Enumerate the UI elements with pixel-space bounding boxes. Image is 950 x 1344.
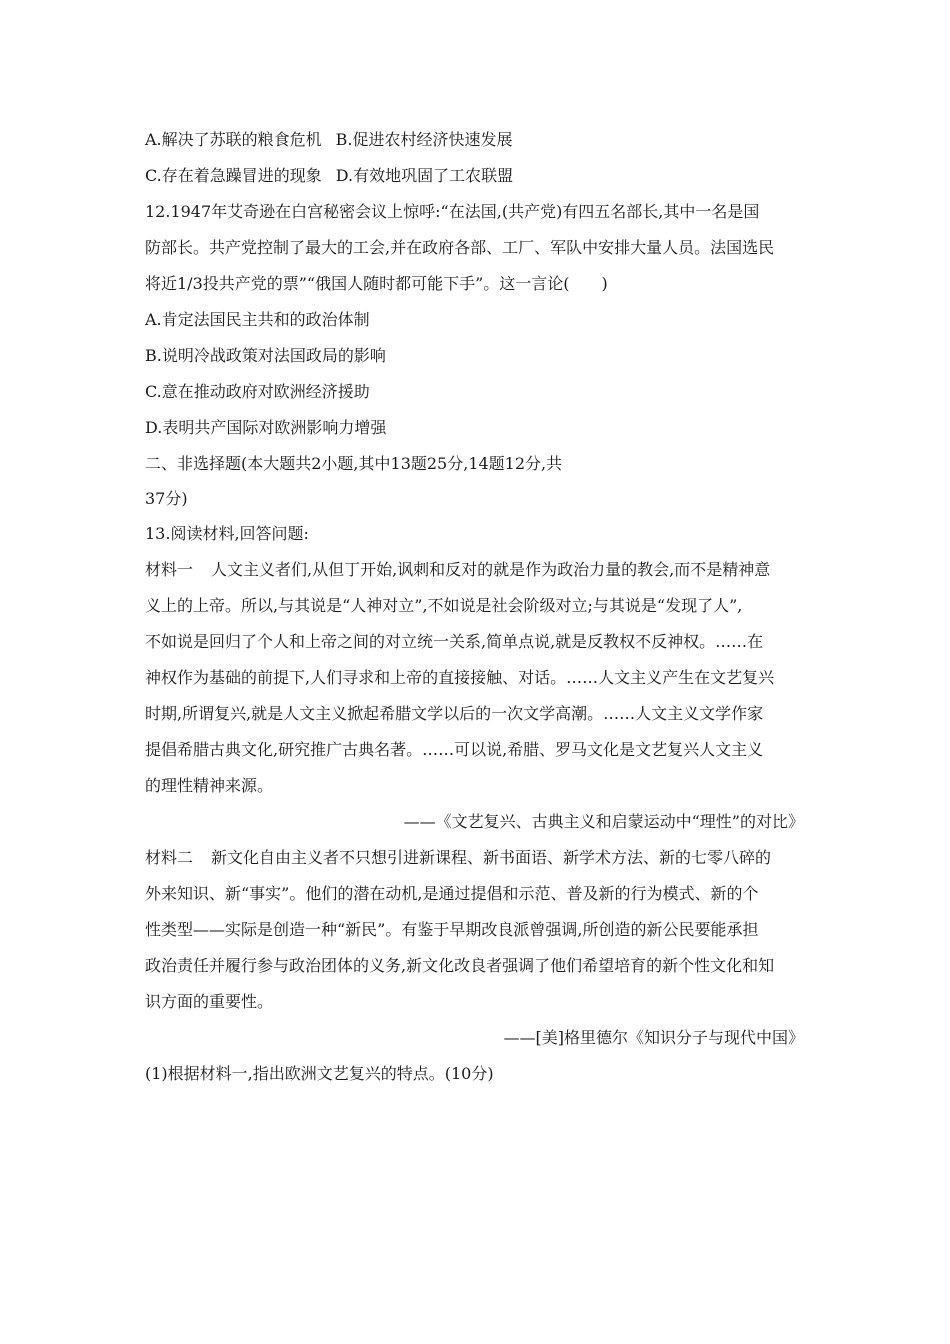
q12-option-a: A.肯定法国民主共和的政治体制: [145, 310, 370, 329]
section2-heading: 37分): [145, 489, 188, 508]
material1-line: 不如说是回归了个人和上帝之间的对立统一关系,简单点说,就是反教权不反神权。……在: [145, 632, 764, 651]
q12-stem-line: 防部长。共产党控制了最大的工会,并在政府各部、工厂、军队中安排大量人员。法国选民: [145, 238, 775, 257]
q11-option-b: B.促进农村经济快速发展: [335, 130, 513, 149]
material1-source: ——《文艺复兴、古典主义和启蒙运动中“理性”的对比》: [403, 812, 804, 831]
material2-line: 识方面的重要性。: [145, 992, 274, 1011]
q12-option-c: C.意在推动政府对欧洲经济援助: [145, 382, 370, 401]
q13-subquestion-1: (1)根据材料一,指出欧洲文艺复兴的特点。(10分): [145, 1064, 494, 1083]
q12-option-d: D.表明共产国际对欧洲影响力增强: [145, 418, 387, 437]
material2-text: 新文化自由主义者不只想引进新课程、新书面语、新学术方法、新的七零八碎的: [211, 848, 772, 867]
material1-line: 时期,所谓复兴,就是人文主义掀起希腊文学以后的一次文学高潮。……人文主义文学作家: [145, 704, 764, 723]
q11-option-c: C.存在着急躁冒进的现象: [145, 166, 322, 185]
q11-options-cd: [145, 158, 810, 194]
q11-option-d: D.有效地巩固了工农联盟: [335, 166, 514, 185]
material2-line: 政治责任并履行参与政治团体的义务,新文化改良者强调了他们希望培育的新个性文化和知: [145, 956, 775, 975]
document-page: [145, 122, 810, 1092]
material1-line: [145, 552, 810, 588]
material1-line: 提倡希腊古典文化,研究推广古典名著。……可以说,希腊、罗马文化是文艺复兴人文主义: [145, 740, 764, 759]
material1-text: 人文主义者们,从但丁开始,讽刺和反对的就是作为政治力量的教会,而不是精神意: [211, 560, 771, 579]
q12-stem-line: 12.1947年艾奇逊在白宫秘密会议上惊呼:“在法国,(共产党)有四五名部长,其中一名是国: [145, 202, 760, 221]
q12-stem-line: 将近1/3投共产党的票”“俄国人随时都可能下手”。这一言论( ): [145, 274, 608, 293]
q13-stem: 13.阅读材料,回答问题:: [145, 524, 309, 543]
material1-line: 义上的上帝。所以,与其说是“人神对立”,不如说是社会阶级对立;与其说是“发现了人”,: [145, 596, 743, 615]
material1-label: 材料一: [145, 560, 194, 579]
section2-heading: 二、非选择题(本大题共2小题,其中13题25分,14题12分,共: [145, 454, 563, 473]
material1-line: 神权作为基础的前提下,人们寻求和上帝的直接接触、对话。……人文主义产生在文艺复兴: [145, 668, 775, 687]
material2-label: 材料二: [145, 848, 194, 867]
q11-options-ab: [145, 122, 810, 158]
q11-option-a: A.解决了苏联的粮食危机: [145, 130, 322, 149]
material2-line: [145, 840, 810, 876]
material2-line: 外来知识、新“事实”。他们的潜在动机,是通过提倡和示范、普及新的行为模式、新的个: [145, 884, 759, 903]
q12-option-b: B.说明冷战政策对法国政局的影响: [145, 346, 386, 365]
material2-line: 性类型——实际是创造一种“新民”。有鉴于早期改良派曾强调,所创造的新公民要能承担: [145, 920, 759, 939]
material1-line: 的理性精神来源。: [145, 776, 274, 795]
material2-source: ——[美]格里德尔《知识分子与现代中国》: [503, 1028, 804, 1047]
